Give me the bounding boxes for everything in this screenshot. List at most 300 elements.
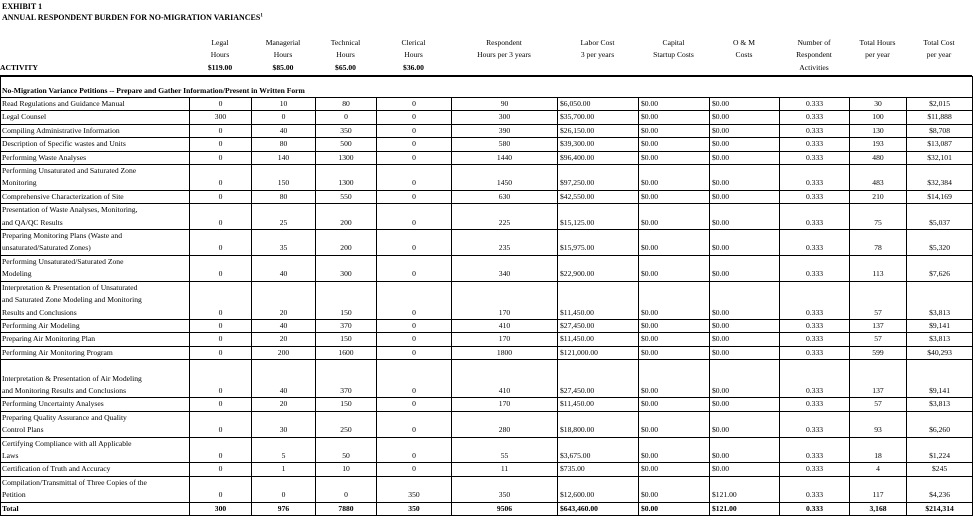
managerial-cell: 0: [252, 476, 316, 502]
labor-cost-cell: $96,400.00: [558, 151, 639, 164]
respondent-hours-cell: 410: [452, 360, 558, 398]
capital-cell: $0.00: [639, 190, 710, 203]
column-header-line: Hours: [336, 50, 355, 60]
capital-cell: $0.00: [639, 476, 710, 502]
activity-cell: [1, 230, 190, 256]
activity-cell: [1, 411, 190, 437]
activity-cell: [1, 333, 190, 346]
capital-cell: $0.00: [639, 230, 710, 256]
respondents-cell: 0.333: [780, 151, 850, 164]
labor-cost-cell: $15,975.00: [558, 230, 639, 256]
capital-cell: $0.00: [639, 151, 710, 164]
activity-line: Performing Unsaturated/Saturated Zone: [2, 256, 124, 266]
om-cell: $0.00: [710, 255, 780, 281]
capital-cell: $0.00: [639, 333, 710, 346]
total-hours-cell: 193: [850, 138, 907, 151]
column-header-line: [0, 49, 189, 61]
technical-cell: 50: [316, 437, 377, 463]
activity-line: Presentation of Waste Analyses, Monitoring,: [2, 205, 138, 215]
respondents-cell: 0.333: [780, 333, 850, 346]
legal-cell: 0: [190, 463, 252, 476]
total-row: [1, 502, 973, 515]
respondents-cell: 0.333: [780, 346, 850, 359]
column-header-line: Capital: [662, 38, 685, 47]
capital-cell: $0.00: [639, 98, 710, 111]
respondents-cell: 0.333: [780, 190, 850, 203]
labor-cost-cell: $3,675.00: [558, 437, 639, 463]
total-cost-cell: $40,293: [907, 346, 973, 359]
activity-line: and QA/QC Results: [2, 217, 63, 227]
managerial-cell: 0: [252, 111, 316, 124]
clerical-cell: 0: [377, 463, 452, 476]
table-row: [1, 463, 973, 476]
legal-cell: 0: [190, 204, 252, 230]
total-cost-cell: $32,101: [907, 151, 973, 164]
clerical-cell: 0: [377, 281, 452, 319]
om-cell: $0.00: [710, 190, 780, 203]
capital-cell: $0.00: [639, 463, 710, 476]
clerical-cell: 0: [377, 346, 452, 359]
total-managerial-cell: 976: [252, 502, 316, 515]
respondent-hours-cell: 340: [452, 255, 558, 281]
clerical-cell: 0: [377, 437, 452, 463]
technical-cell: 1300: [316, 165, 377, 191]
labor-cost-cell: $35,700.00: [558, 111, 639, 124]
table-row: [1, 204, 973, 230]
total-total-hours-cell: 3,168: [850, 502, 907, 515]
respondents-cell: 0.333: [780, 319, 850, 332]
respondent-hours-cell: 170: [452, 398, 558, 411]
om-cell: $0.00: [710, 346, 780, 359]
legal-cell: 0: [190, 138, 252, 151]
column-header-line: Costs: [735, 50, 753, 60]
capital-cell: $0.00: [639, 138, 710, 151]
legal-cell: 0: [190, 476, 252, 502]
activity-cell: [1, 138, 190, 151]
activity-line: Interpretation & Presentation of Unsaturated: [2, 282, 138, 292]
managerial-cell: 200: [252, 346, 316, 359]
labor-cost-cell: $15,125.00: [558, 204, 639, 230]
column-header-line: [557, 62, 638, 74]
activity-cell: [1, 165, 190, 191]
total-cost-cell: $2,015: [907, 98, 973, 111]
total-hours-cell: 130: [850, 124, 907, 137]
table-row: [1, 124, 973, 137]
activity-cell: [1, 111, 190, 124]
clerical-cell: 0: [377, 319, 452, 332]
clerical-cell: 0: [377, 138, 452, 151]
total-cost-cell: $4,236: [907, 476, 973, 502]
activity-line: Results and Conclusions: [2, 307, 77, 317]
respondent-hours-cell: 280: [452, 411, 558, 437]
legal-cell: 0: [190, 437, 252, 463]
activity-line: Performing Uncertainty Analyses: [2, 399, 104, 409]
clerical-cell: 0: [377, 98, 452, 111]
labor-cost-cell: $121,000.00: [558, 346, 639, 359]
column-header-line: Clerical: [401, 38, 426, 47]
column-header-line: [451, 62, 557, 74]
total-hours-cell: 57: [850, 333, 907, 346]
respondents-cell: 0.333: [780, 281, 850, 319]
respondents-cell: 0.333: [780, 204, 850, 230]
capital-cell: $0.00: [639, 360, 710, 398]
clerical-cell: 0: [377, 411, 452, 437]
activity-cell: [1, 204, 190, 230]
total-hours-cell: 113: [850, 255, 907, 281]
total-total-cost-cell: $214,314: [907, 502, 973, 515]
activity-cell: [1, 319, 190, 332]
clerical-cell: 0: [377, 398, 452, 411]
table-row: [1, 319, 973, 332]
activity-cell: [1, 437, 190, 463]
total-hours-cell: 75: [850, 204, 907, 230]
technical-cell: 150: [316, 333, 377, 346]
table-row: [1, 437, 973, 463]
column-header-line: $85.00: [272, 62, 294, 72]
total-om-cell: $121.00: [710, 502, 780, 515]
labor-cost-cell: $11,450.00: [558, 398, 639, 411]
respondent-hours-cell: 90: [452, 98, 558, 111]
total-hours-cell: 18: [850, 437, 907, 463]
clerical-cell: 0: [377, 111, 452, 124]
technical-cell: 500: [316, 138, 377, 151]
technical-cell: 0: [316, 111, 377, 124]
om-cell: $0.00: [710, 333, 780, 346]
total-hours-cell: 137: [850, 319, 907, 332]
technical-cell: 370: [316, 319, 377, 332]
managerial-cell: 40: [252, 255, 316, 281]
capital-cell: $0.00: [639, 204, 710, 230]
capital-cell: $0.00: [639, 411, 710, 437]
respondents-cell: 0.333: [780, 98, 850, 111]
technical-cell: 1300: [316, 151, 377, 164]
legal-cell: 0: [190, 411, 252, 437]
table-row: [1, 333, 973, 346]
column-header-line: Total Hours: [859, 38, 896, 47]
total-hours-cell: 57: [850, 281, 907, 319]
activity-line: and Saturated Zone Modeling and Monitoring: [2, 295, 142, 305]
table-row: [1, 138, 973, 151]
total-hours-cell: 117: [850, 476, 907, 502]
legal-cell: 0: [190, 190, 252, 203]
respondents-cell: 0.333: [780, 255, 850, 281]
total-cost-cell: $5,037: [907, 204, 973, 230]
respondent-hours-cell: 170: [452, 281, 558, 319]
managerial-cell: 40: [252, 124, 316, 137]
activity-cell: [1, 398, 190, 411]
managerial-cell: 35: [252, 230, 316, 256]
total-hours-cell: 4: [850, 463, 907, 476]
om-cell: $121.00: [710, 476, 780, 502]
legal-cell: 0: [190, 319, 252, 332]
table-row: [1, 230, 973, 256]
respondent-hours-cell: 350: [452, 476, 558, 502]
om-cell: $0.00: [710, 411, 780, 437]
table-row: [1, 281, 973, 319]
respondents-cell: 0.333: [780, 111, 850, 124]
respondent-hours-cell: 1440: [452, 151, 558, 164]
capital-cell: $0.00: [639, 111, 710, 124]
respondent-hours-cell: 300: [452, 111, 558, 124]
managerial-cell: 1: [252, 463, 316, 476]
total-hours-cell: 137: [850, 360, 907, 398]
managerial-cell: 30: [252, 411, 316, 437]
column-header-line: ACTIVITY: [0, 62, 38, 72]
om-cell: $0.00: [710, 398, 780, 411]
column-header-line: Total Cost: [923, 38, 955, 47]
technical-cell: 200: [316, 204, 377, 230]
activity-line: Monitoring: [2, 178, 37, 188]
respondent-hours-cell: 11: [452, 463, 558, 476]
exhibit-label: EXHIBIT 1: [2, 2, 43, 11]
total-cost-cell: $13,087: [907, 138, 973, 151]
respondent-hours-cell: 630: [452, 190, 558, 203]
total-labor-cost-cell: $643,460.00: [558, 502, 639, 515]
legal-cell: 0: [190, 151, 252, 164]
respondents-cell: 0.333: [780, 124, 850, 137]
om-cell: $0.00: [710, 165, 780, 191]
legal-cell: 0: [190, 230, 252, 256]
column-header-line: per year: [926, 50, 952, 60]
technical-cell: 550: [316, 190, 377, 203]
activity-line: Compiling Administrative Information: [2, 125, 120, 135]
total-cost-cell: $11,888: [907, 111, 973, 124]
managerial-cell: 80: [252, 138, 316, 151]
table-row: [1, 255, 973, 281]
managerial-cell: 20: [252, 333, 316, 346]
activity-line: Performing Unsaturated and Saturated Zone: [2, 166, 137, 176]
table-row: [1, 411, 973, 437]
managerial-cell: 20: [252, 398, 316, 411]
managerial-cell: 150: [252, 165, 316, 191]
technical-cell: 150: [316, 398, 377, 411]
activity-cell: [1, 151, 190, 164]
capital-cell: $0.00: [639, 437, 710, 463]
activity-line: Certification of Truth and Accuracy: [2, 464, 111, 474]
respondents-cell: 0.333: [780, 476, 850, 502]
activity-cell: [1, 124, 190, 137]
activity-line: Certifying Compliance with all Applicable: [2, 438, 132, 448]
technical-cell: 150: [316, 281, 377, 319]
activity-line: Control Plans: [2, 425, 44, 435]
labor-cost-cell: $97,250.00: [558, 165, 639, 191]
om-cell: $0.00: [710, 463, 780, 476]
technical-cell: 300: [316, 255, 377, 281]
om-cell: $0.00: [710, 281, 780, 319]
title-footnote: 1: [260, 13, 263, 19]
om-cell: $0.00: [710, 204, 780, 230]
legal-cell: 300: [190, 111, 252, 124]
title-text: ANNUAL RESPONDENT BURDEN FOR NO-MIGRATION VARIANCES: [2, 13, 261, 22]
column-header-line: Hours: [273, 50, 293, 60]
legal-cell: 0: [190, 333, 252, 346]
capital-cell: $0.00: [639, 255, 710, 281]
activity-line: Preparing Quality Assurance and Quality: [2, 412, 127, 422]
clerical-cell: 0: [377, 360, 452, 398]
respondent-hours-cell: 235: [452, 230, 558, 256]
column-header-line: Labor Cost: [580, 38, 615, 47]
om-cell: $0.00: [710, 360, 780, 398]
om-cell: $0.00: [710, 111, 780, 124]
total-cost-cell: $7,626: [907, 255, 973, 281]
labor-cost-cell: $42,550.00: [558, 190, 639, 203]
table-row: [1, 476, 973, 502]
column-header-line: [849, 62, 906, 74]
technical-cell: 80: [316, 98, 377, 111]
respondent-hours-cell: 410: [452, 319, 558, 332]
respondent-hours-cell: 1450: [452, 165, 558, 191]
column-header-line: Respondent: [796, 50, 832, 60]
respondent-hours-cell: 225: [452, 204, 558, 230]
clerical-cell: 0: [377, 151, 452, 164]
technical-cell: 0: [316, 476, 377, 502]
respondent-hours-cell: 1800: [452, 346, 558, 359]
om-cell: $0.00: [710, 319, 780, 332]
column-header-line: Legal: [211, 38, 229, 47]
activity-line: Comprehensive Characterization of Site: [2, 191, 124, 201]
total-cost-cell: $1,224: [907, 437, 973, 463]
total-cost-cell: $14,169: [907, 190, 973, 203]
activity-line: Modeling: [2, 269, 32, 279]
om-cell: $0.00: [710, 124, 780, 137]
technical-cell: 370: [316, 360, 377, 398]
respondents-cell: 0.333: [780, 398, 850, 411]
legal-cell: 0: [190, 124, 252, 137]
respondents-cell: 0.333: [780, 437, 850, 463]
total-respondent-hours-cell: 9506: [452, 502, 558, 515]
column-header-line: $65.00: [335, 62, 356, 72]
column-header-line: Hours: [404, 50, 423, 60]
column-header-line: Hours: [210, 50, 230, 60]
technical-cell: 10: [316, 463, 377, 476]
activity-line: [2, 360, 187, 372]
legal-cell: 0: [190, 281, 252, 319]
legal-cell: 0: [190, 346, 252, 359]
clerical-cell: 0: [377, 165, 452, 191]
table-row: [1, 111, 973, 124]
capital-cell: $0.00: [639, 319, 710, 332]
respondent-hours-cell: 55: [452, 437, 558, 463]
total-cost-cell: $3,813: [907, 398, 973, 411]
managerial-cell: 140: [252, 151, 316, 164]
respondents-cell: 0.333: [780, 463, 850, 476]
total-cost-cell: $9,141: [907, 319, 973, 332]
om-cell: $0.00: [710, 98, 780, 111]
respondent-hours-cell: 390: [452, 124, 558, 137]
labor-cost-cell: $27,450.00: [558, 360, 639, 398]
legal-cell: 0: [190, 165, 252, 191]
total-cost-cell: $6,260: [907, 411, 973, 437]
om-cell: $0.00: [710, 230, 780, 256]
legal-cell: 0: [190, 360, 252, 398]
total-respondents-cell: 0.333: [780, 502, 850, 515]
labor-cost-cell: $39,300.00: [558, 138, 639, 151]
table-row: [1, 151, 973, 164]
clerical-cell: 0: [377, 230, 452, 256]
activity-line: and Monitoring Results and Conclusions: [2, 385, 127, 395]
managerial-cell: 40: [252, 319, 316, 332]
respondents-cell: 0.333: [780, 360, 850, 398]
column-header-line: Respondent: [486, 38, 522, 47]
technical-cell: 250: [316, 411, 377, 437]
total-technical-cell: 7880: [316, 502, 377, 515]
managerial-cell: 5: [252, 437, 316, 463]
column-header-line: [906, 62, 972, 74]
capital-cell: $0.00: [639, 124, 710, 137]
total-hours-cell: 57: [850, 398, 907, 411]
column-header-line: Technical: [330, 38, 361, 47]
total-hours-cell: 210: [850, 190, 907, 203]
activity-cell: [1, 360, 190, 398]
activity-line: Preparing Air Monitoring Plan: [2, 334, 96, 344]
capital-cell: $0.00: [639, 398, 710, 411]
legal-cell: 0: [190, 398, 252, 411]
managerial-cell: 25: [252, 204, 316, 230]
labor-cost-cell: $6,050.00: [558, 98, 639, 111]
activity-line: Legal Counsel: [2, 112, 47, 122]
technical-cell: 1600: [316, 346, 377, 359]
column-header-line: Managerial: [265, 38, 301, 47]
column-header-line: $36.00: [403, 62, 424, 72]
managerial-cell: 10: [252, 98, 316, 111]
total-hours-cell: 599: [850, 346, 907, 359]
activity-line: Description of Specific wastes and Units: [2, 139, 126, 149]
column-header-line: Number of: [797, 38, 831, 47]
column-headers: [0, 37, 972, 74]
table-row: [1, 346, 973, 359]
column-header-line: $119.00: [207, 62, 233, 72]
labor-cost-cell: $12,600.00: [558, 476, 639, 502]
capital-cell: $0.00: [639, 281, 710, 319]
total-hours-cell: 30: [850, 98, 907, 111]
column-header-line: [638, 62, 709, 74]
clerical-cell: 0: [377, 190, 452, 203]
column-header-line: Hours per 3 years: [477, 50, 531, 60]
activity-cell: [1, 346, 190, 359]
activity-line: Performing Air Modeling: [2, 320, 80, 330]
total-cost-cell: $8,708: [907, 124, 973, 137]
activity-line: Interpretation & Presentation of Air Modeling: [2, 373, 142, 383]
activity-cell: [1, 255, 190, 281]
activity-line: Performing Air Monitoring Program: [2, 347, 113, 357]
activity-line: Read Regulations and Guidance Manual: [2, 99, 125, 108]
table-row: [1, 165, 973, 191]
total-cost-cell: $245: [907, 463, 973, 476]
legal-cell: 0: [190, 255, 252, 281]
clerical-cell: 0: [377, 255, 452, 281]
capital-cell: $0.00: [639, 165, 710, 191]
table-row: [1, 98, 973, 111]
respondents-cell: 0.333: [780, 138, 850, 151]
clerical-cell: 350: [377, 476, 452, 502]
burden-table: [0, 76, 973, 516]
total-cost-cell: $3,813: [907, 333, 973, 346]
activity-line: Petition: [2, 490, 26, 500]
table-row: [1, 398, 973, 411]
total-legal-cell: 300: [190, 502, 252, 515]
total-hours-cell: 93: [850, 411, 907, 437]
column-header-line: 3 per years: [580, 50, 615, 60]
table-row: [1, 360, 973, 398]
total-hours-cell: 78: [850, 230, 907, 256]
managerial-cell: 40: [252, 360, 316, 398]
respondents-cell: 0.333: [780, 165, 850, 191]
clerical-cell: 0: [377, 204, 452, 230]
om-cell: $0.00: [710, 151, 780, 164]
labor-cost-cell: $735.00: [558, 463, 639, 476]
labor-cost-cell: $27,450.00: [558, 319, 639, 332]
total-cost-cell: $32,384: [907, 165, 973, 191]
